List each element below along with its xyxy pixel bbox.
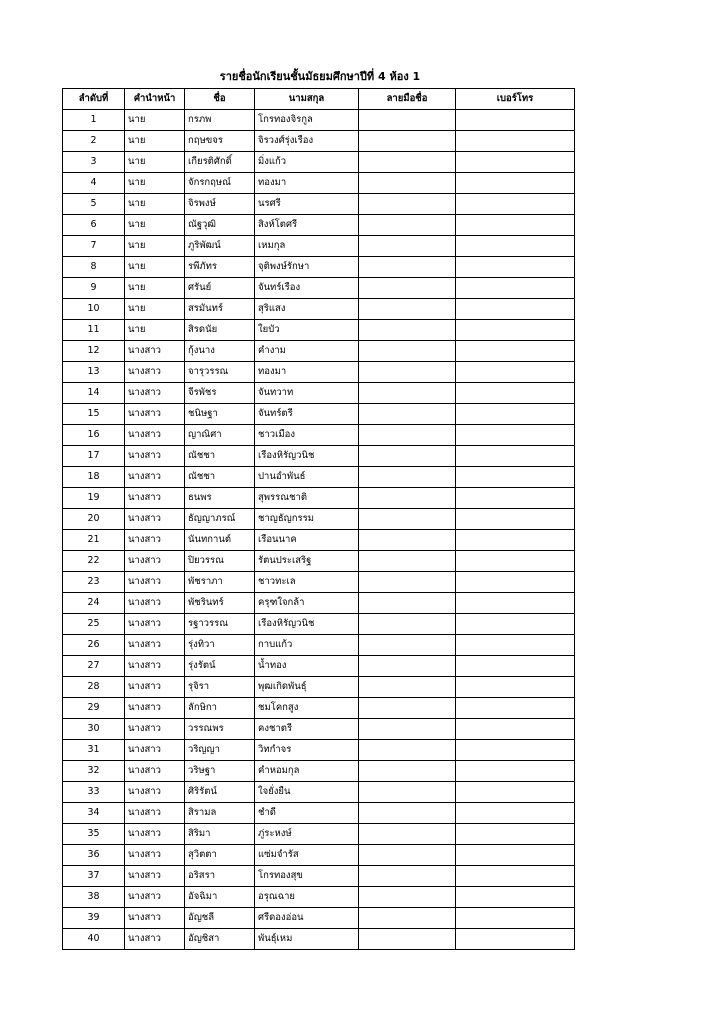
table-row xyxy=(63,782,575,803)
cell-signature xyxy=(359,404,456,425)
cell-phone xyxy=(456,215,575,236)
cell-prefix: นางสาว xyxy=(125,530,185,551)
cell-number: 11 xyxy=(63,320,125,341)
cell-signature xyxy=(359,236,456,257)
cell-number: 19 xyxy=(63,488,125,509)
cell-number: 38 xyxy=(63,887,125,908)
table-row xyxy=(63,110,575,131)
cell-signature xyxy=(359,509,456,530)
cell-prefix: นางสาว xyxy=(125,740,185,761)
cell-phone xyxy=(456,173,575,194)
cell-first-name: สิริมา xyxy=(185,824,255,845)
cell-prefix: นาย xyxy=(125,194,185,215)
cell-first-name: ณัฐวุฒิ xyxy=(185,215,255,236)
cell-phone xyxy=(456,887,575,908)
cell-signature xyxy=(359,194,456,215)
header-row xyxy=(63,89,575,110)
cell-last-name: จันทร์ตรี xyxy=(255,404,359,425)
cell-prefix: นางสาว xyxy=(125,677,185,698)
table-row xyxy=(63,152,575,173)
table-row xyxy=(63,824,575,845)
cell-last-name: พันธุ์เหม xyxy=(255,929,359,950)
table-row xyxy=(63,404,575,425)
cell-prefix: นางสาว xyxy=(125,614,185,635)
cell-prefix: นาย xyxy=(125,131,185,152)
table-row xyxy=(63,425,575,446)
cell-number: 23 xyxy=(63,572,125,593)
cell-signature xyxy=(359,908,456,929)
cell-phone xyxy=(456,551,575,572)
cell-number: 3 xyxy=(63,152,125,173)
cell-phone xyxy=(456,803,575,824)
cell-prefix: นางสาว xyxy=(125,803,185,824)
cell-signature xyxy=(359,698,456,719)
cell-last-name: ใยบัว xyxy=(255,320,359,341)
table-row xyxy=(63,719,575,740)
cell-phone xyxy=(456,782,575,803)
cell-number: 35 xyxy=(63,824,125,845)
table-row xyxy=(63,866,575,887)
cell-first-name: กฤษขจร xyxy=(185,131,255,152)
cell-last-name: น้ำทอง xyxy=(255,656,359,677)
cell-number: 10 xyxy=(63,299,125,320)
cell-last-name: จันทร์เรือง xyxy=(255,278,359,299)
cell-first-name: สิรดนัย xyxy=(185,320,255,341)
cell-number: 31 xyxy=(63,740,125,761)
cell-signature xyxy=(359,824,456,845)
cell-first-name: รุ่งทิวา xyxy=(185,635,255,656)
cell-signature xyxy=(359,278,456,299)
cell-first-name: กุ้งนาง xyxy=(185,341,255,362)
cell-phone xyxy=(456,740,575,761)
cell-last-name: ทองมา xyxy=(255,173,359,194)
cell-last-name: นรศรี xyxy=(255,194,359,215)
cell-signature xyxy=(359,488,456,509)
cell-signature xyxy=(359,299,456,320)
cell-phone xyxy=(456,341,575,362)
table-row xyxy=(63,173,575,194)
cell-phone xyxy=(456,320,575,341)
cell-prefix: นาย xyxy=(125,173,185,194)
cell-first-name: นันทกานต์ xyxy=(185,530,255,551)
cell-phone xyxy=(456,635,575,656)
cell-phone xyxy=(456,425,575,446)
cell-first-name: ภูริพัฒน์ xyxy=(185,236,255,257)
table-row xyxy=(63,551,575,572)
table-row xyxy=(63,614,575,635)
cell-signature xyxy=(359,593,456,614)
cell-last-name: ศรีดองอ่อน xyxy=(255,908,359,929)
cell-last-name: รัตนประเสริฐ xyxy=(255,551,359,572)
cell-phone xyxy=(456,446,575,467)
cell-prefix: นางสาว xyxy=(125,551,185,572)
document-title-text: รายชื่อนักเรียนชั้นมัธยมศึกษาปีที่ 4 ห้อง 1 xyxy=(219,70,421,83)
cell-number: 32 xyxy=(63,761,125,782)
header-number: ลำดับที่ xyxy=(63,89,125,110)
cell-prefix: นาย xyxy=(125,110,185,131)
cell-last-name: สุพรรณชาติ xyxy=(255,488,359,509)
cell-phone xyxy=(456,236,575,257)
table-row xyxy=(63,677,575,698)
header-first-name: ชื่อ xyxy=(185,89,255,110)
cell-first-name: สิรามล xyxy=(185,803,255,824)
cell-signature xyxy=(359,866,456,887)
cell-number: 37 xyxy=(63,866,125,887)
cell-last-name: เรืองหิรัญวนิช xyxy=(255,614,359,635)
table-row xyxy=(63,530,575,551)
cell-last-name: วิทกำจร xyxy=(255,740,359,761)
cell-number: 16 xyxy=(63,425,125,446)
table-row xyxy=(63,362,575,383)
cell-last-name: มิ่งแก้ว xyxy=(255,152,359,173)
cell-signature xyxy=(359,929,456,950)
cell-signature xyxy=(359,551,456,572)
cell-prefix: นาย xyxy=(125,278,185,299)
cell-number: 24 xyxy=(63,593,125,614)
cell-phone xyxy=(456,614,575,635)
cell-signature xyxy=(359,572,456,593)
cell-signature xyxy=(359,740,456,761)
cell-last-name: ทองมา xyxy=(255,362,359,383)
cell-number: 40 xyxy=(63,929,125,950)
cell-phone xyxy=(456,677,575,698)
cell-signature xyxy=(359,320,456,341)
table-row xyxy=(63,383,575,404)
cell-last-name: ปานอำพันธ์ xyxy=(255,467,359,488)
cell-prefix: นางสาว xyxy=(125,635,185,656)
table-row xyxy=(63,131,575,152)
header-signature: ลายมือชื่อ xyxy=(359,89,456,110)
cell-signature xyxy=(359,131,456,152)
cell-prefix: นางสาว xyxy=(125,425,185,446)
table-row xyxy=(63,446,575,467)
cell-first-name: ศิริรัตน์ xyxy=(185,782,255,803)
table-row xyxy=(63,572,575,593)
cell-prefix: นางสาว xyxy=(125,929,185,950)
cell-phone xyxy=(456,908,575,929)
cell-phone xyxy=(456,593,575,614)
cell-number: 2 xyxy=(63,131,125,152)
cell-signature xyxy=(359,383,456,404)
cell-number: 18 xyxy=(63,467,125,488)
cell-first-name: พัชรินทร์ xyxy=(185,593,255,614)
table-row xyxy=(63,488,575,509)
cell-number: 21 xyxy=(63,530,125,551)
cell-number: 20 xyxy=(63,509,125,530)
cell-number: 9 xyxy=(63,278,125,299)
cell-signature xyxy=(359,656,456,677)
cell-prefix: นางสาว xyxy=(125,593,185,614)
cell-prefix: นางสาว xyxy=(125,362,185,383)
table-body xyxy=(63,110,575,950)
cell-number: 14 xyxy=(63,383,125,404)
cell-last-name: อรุณฉาย xyxy=(255,887,359,908)
cell-last-name: โกรทองสุข xyxy=(255,866,359,887)
cell-first-name: ลักษิกา xyxy=(185,698,255,719)
cell-number: 15 xyxy=(63,404,125,425)
cell-signature xyxy=(359,257,456,278)
cell-first-name: สรมันทร์ xyxy=(185,299,255,320)
cell-last-name: จิรวงศ์รุ่งเรือง xyxy=(255,131,359,152)
cell-signature xyxy=(359,341,456,362)
cell-phone xyxy=(456,761,575,782)
cell-number: 28 xyxy=(63,677,125,698)
cell-signature xyxy=(359,887,456,908)
cell-first-name: สุวิตตา xyxy=(185,845,255,866)
table-row xyxy=(63,278,575,299)
cell-first-name: อัญชิสา xyxy=(185,929,255,950)
cell-number: 1 xyxy=(63,110,125,131)
cell-first-name: วรรณพร xyxy=(185,719,255,740)
student-roster-table xyxy=(62,88,575,950)
cell-number: 4 xyxy=(63,173,125,194)
cell-prefix: นางสาว xyxy=(125,719,185,740)
table-row xyxy=(63,341,575,362)
cell-first-name: พัชราภา xyxy=(185,572,255,593)
cell-last-name: ชำดี xyxy=(255,803,359,824)
cell-number: 33 xyxy=(63,782,125,803)
cell-first-name: วริษฐา xyxy=(185,761,255,782)
cell-signature xyxy=(359,215,456,236)
cell-signature xyxy=(359,173,456,194)
cell-number: 6 xyxy=(63,215,125,236)
cell-last-name: ใจยั่งยืน xyxy=(255,782,359,803)
table-row xyxy=(63,845,575,866)
cell-last-name: ชาวทะเล xyxy=(255,572,359,593)
cell-last-name: โกรทองจิรกูล xyxy=(255,110,359,131)
cell-last-name: คำงาม xyxy=(255,341,359,362)
cell-signature xyxy=(359,782,456,803)
table-row xyxy=(63,635,575,656)
cell-signature xyxy=(359,761,456,782)
cell-first-name: ณัชชา xyxy=(185,446,255,467)
header-phone: เบอร์โทร xyxy=(456,89,575,110)
cell-number: 17 xyxy=(63,446,125,467)
cell-first-name: ธนพร xyxy=(185,488,255,509)
cell-phone xyxy=(456,404,575,425)
cell-last-name: คงชาตรี xyxy=(255,719,359,740)
table-row xyxy=(63,509,575,530)
cell-number: 25 xyxy=(63,614,125,635)
table-row xyxy=(63,593,575,614)
cell-first-name: อัญชลี xyxy=(185,908,255,929)
cell-signature xyxy=(359,362,456,383)
table-row xyxy=(63,236,575,257)
cell-prefix: นางสาว xyxy=(125,509,185,530)
cell-number: 36 xyxy=(63,845,125,866)
cell-first-name: จารุวรรณ xyxy=(185,362,255,383)
cell-last-name: ชมโคกสูง xyxy=(255,698,359,719)
cell-prefix: นางสาว xyxy=(125,404,185,425)
cell-number: 12 xyxy=(63,341,125,362)
cell-prefix: นางสาว xyxy=(125,824,185,845)
cell-first-name: กรภพ xyxy=(185,110,255,131)
cell-signature xyxy=(359,467,456,488)
cell-first-name: อัจฉิมา xyxy=(185,887,255,908)
table-row xyxy=(63,698,575,719)
cell-phone xyxy=(456,110,575,131)
cell-phone xyxy=(456,929,575,950)
cell-first-name: รฐาวรรณ xyxy=(185,614,255,635)
table-row xyxy=(63,320,575,341)
cell-first-name: รพีภัทร xyxy=(185,257,255,278)
cell-first-name: อริสรา xyxy=(185,866,255,887)
cell-phone xyxy=(456,467,575,488)
cell-prefix: นางสาว xyxy=(125,572,185,593)
cell-phone xyxy=(456,257,575,278)
cell-phone xyxy=(456,530,575,551)
cell-signature xyxy=(359,614,456,635)
cell-signature xyxy=(359,446,456,467)
table-row xyxy=(63,215,575,236)
cell-number: 5 xyxy=(63,194,125,215)
cell-prefix: นาย xyxy=(125,215,185,236)
cell-phone xyxy=(456,656,575,677)
cell-phone xyxy=(456,698,575,719)
cell-first-name: จีรพัชร xyxy=(185,383,255,404)
cell-signature xyxy=(359,110,456,131)
cell-first-name: ญาณิศา xyxy=(185,425,255,446)
cell-last-name: ชาวเมือง xyxy=(255,425,359,446)
cell-phone xyxy=(456,845,575,866)
cell-first-name: จิรพงษ์ xyxy=(185,194,255,215)
cell-first-name: วริญญา xyxy=(185,740,255,761)
cell-last-name: ภู่ระหงษ์ xyxy=(255,824,359,845)
cell-phone xyxy=(456,866,575,887)
cell-phone xyxy=(456,152,575,173)
cell-prefix: นางสาว xyxy=(125,656,185,677)
table-row xyxy=(63,656,575,677)
cell-phone xyxy=(456,824,575,845)
cell-phone xyxy=(456,572,575,593)
cell-signature xyxy=(359,152,456,173)
cell-prefix: นาย xyxy=(125,320,185,341)
cell-last-name: สุริแสง xyxy=(255,299,359,320)
cell-phone xyxy=(456,278,575,299)
table-row xyxy=(63,299,575,320)
cell-prefix: นางสาว xyxy=(125,908,185,929)
cell-signature xyxy=(359,635,456,656)
cell-number: 34 xyxy=(63,803,125,824)
cell-prefix: นางสาว xyxy=(125,488,185,509)
cell-prefix: นางสาว xyxy=(125,845,185,866)
cell-number: 7 xyxy=(63,236,125,257)
cell-number: 22 xyxy=(63,551,125,572)
header-prefix: คำนำหน้า xyxy=(125,89,185,110)
cell-number: 13 xyxy=(63,362,125,383)
cell-last-name: สิงห์โตศรี xyxy=(255,215,359,236)
cell-first-name: รุ่งรัตน์ xyxy=(185,656,255,677)
cell-signature xyxy=(359,530,456,551)
cell-prefix: นางสาว xyxy=(125,761,185,782)
cell-phone xyxy=(456,719,575,740)
cell-number: 29 xyxy=(63,698,125,719)
cell-phone xyxy=(456,299,575,320)
cell-signature xyxy=(359,845,456,866)
cell-number: 27 xyxy=(63,656,125,677)
cell-prefix: นาย xyxy=(125,257,185,278)
header-last-name: นามสกุล xyxy=(255,89,359,110)
cell-prefix: นางสาว xyxy=(125,866,185,887)
cell-prefix: นางสาว xyxy=(125,698,185,719)
cell-number: 8 xyxy=(63,257,125,278)
document-title xyxy=(0,67,640,85)
cell-last-name: เหมกุล xyxy=(255,236,359,257)
cell-prefix: นางสาว xyxy=(125,446,185,467)
cell-prefix: นาย xyxy=(125,236,185,257)
cell-first-name: ศรันย์ xyxy=(185,278,255,299)
cell-last-name: กาบแก้ว xyxy=(255,635,359,656)
cell-first-name: ชนิษฐา xyxy=(185,404,255,425)
cell-first-name: ปิยวรรณ xyxy=(185,551,255,572)
cell-last-name: คำหอมกุล xyxy=(255,761,359,782)
table-row xyxy=(63,929,575,950)
cell-last-name: ชาญธัญกรรม xyxy=(255,509,359,530)
cell-first-name: ณัชชา xyxy=(185,467,255,488)
cell-number: 30 xyxy=(63,719,125,740)
table-header xyxy=(63,89,575,110)
cell-signature xyxy=(359,425,456,446)
cell-phone xyxy=(456,194,575,215)
cell-signature xyxy=(359,803,456,824)
cell-prefix: นางสาว xyxy=(125,782,185,803)
cell-number: 26 xyxy=(63,635,125,656)
cell-phone xyxy=(456,383,575,404)
cell-prefix: นางสาว xyxy=(125,383,185,404)
cell-last-name: จุติพงษ์รักษา xyxy=(255,257,359,278)
cell-phone xyxy=(456,362,575,383)
cell-prefix: นางสาว xyxy=(125,887,185,908)
table-row xyxy=(63,740,575,761)
table-row xyxy=(63,803,575,824)
table-row xyxy=(63,467,575,488)
table-row xyxy=(63,908,575,929)
cell-last-name: เรือนนาค xyxy=(255,530,359,551)
cell-last-name: เรืองหิรัญวนิช xyxy=(255,446,359,467)
table-row xyxy=(63,887,575,908)
cell-prefix: นางสาว xyxy=(125,341,185,362)
cell-first-name: เกียรติศักดิ์ xyxy=(185,152,255,173)
cell-last-name: ครุฑใจกล้า xyxy=(255,593,359,614)
cell-signature xyxy=(359,677,456,698)
cell-signature xyxy=(359,719,456,740)
cell-last-name: จันทวาท xyxy=(255,383,359,404)
table-row xyxy=(63,257,575,278)
cell-prefix: นาย xyxy=(125,152,185,173)
cell-first-name: ธัญญาภรณ์ xyxy=(185,509,255,530)
cell-first-name: จักรกฤษณ์ xyxy=(185,173,255,194)
cell-prefix: นาย xyxy=(125,299,185,320)
cell-last-name: พุฒเกิดพันธุ์ xyxy=(255,677,359,698)
table-row xyxy=(63,761,575,782)
cell-number: 39 xyxy=(63,908,125,929)
cell-last-name: แซ่มจำรัส xyxy=(255,845,359,866)
cell-phone xyxy=(456,509,575,530)
cell-phone xyxy=(456,488,575,509)
cell-phone xyxy=(456,131,575,152)
table-row xyxy=(63,194,575,215)
cell-first-name: รุจิรา xyxy=(185,677,255,698)
cell-prefix: นางสาว xyxy=(125,467,185,488)
